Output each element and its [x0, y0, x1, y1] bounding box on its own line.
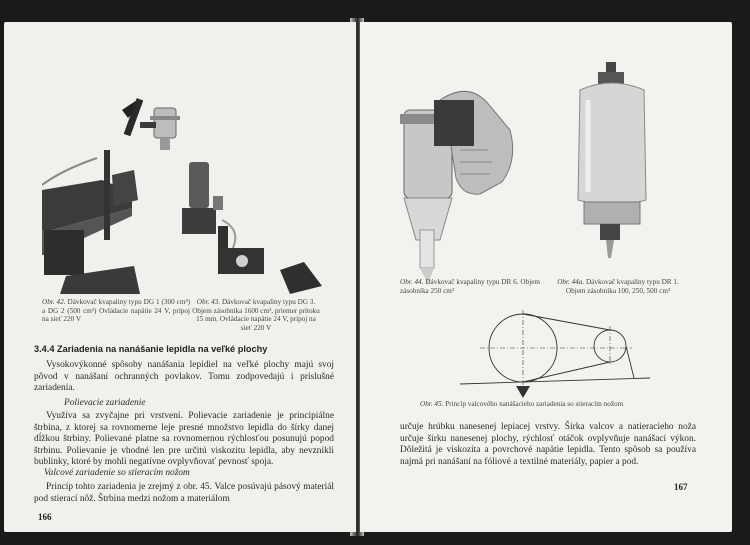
- caption-42-text: Dávkovač kvapaliny typu DG 1 (300 cm³) a DG 2 (500 cm³) Ovládacie napätie 24 V, prípoj na sieť 220 V: [42, 298, 190, 324]
- left-page: [4, 22, 356, 532]
- caption-44-label: Obr. 44.: [400, 278, 424, 286]
- subheading-polievacie: Polievacie zariadenie: [64, 398, 146, 408]
- paragraph-intro: Vysokovýkonné spôsoby nanášania lepidiel na veľké plochy majú svoj pôvod v nanášaní ochranných povlakov. Tomu zodpovedajú i príslušné zariadenia.: [34, 360, 334, 394]
- photo-dispenser-dr6: [390, 70, 530, 298]
- caption-44a-text: Dávkovač kvapaliny typu DR 1. Objem zásobníka 100, 250, 500 cm³: [565, 278, 679, 295]
- caption-43-text: Dávkovač kvapaliny typu DG 3. Objem zásobníka 1600 cm³, priemer prítoku 15 mm. Ovládacie napätie 24 V, prípoj na sieť 220 V: [192, 298, 320, 332]
- figure-caption-45: [420, 400, 710, 409]
- figure-caption-43: [192, 298, 320, 332]
- page-number-left: 166: [38, 512, 52, 522]
- page-number-right: 167: [674, 482, 688, 492]
- paragraph-continuation: určuje hrúbku nanesenej lepiacej vrstvy. Šírka valcov a natieracieho noža určuje šírku nanesenej plochy, rýchlosť otáčok ovplyvňuje nanášací výkon. Dôležitá je viskozita a povrchové napätie lepidla. Tento spôsob sa používa najmä pri nanášaní na fóliové a textilné materiály, papier a pod.: [400, 422, 696, 467]
- belt-bottom: [523, 362, 610, 382]
- knife-icon: [516, 386, 530, 398]
- diagram-roller-coater: [460, 306, 656, 398]
- right-page: [360, 22, 732, 532]
- paragraph-valcove: Princíp tohto zariadenia je zrejmý z obr. 45. Valce posúvajú pásový materiál pod stierací nôž. Štrbina medzi nožom a materiálom: [34, 482, 334, 504]
- figure-caption-44a: [548, 278, 688, 295]
- paragraph-polievacie: Využíva sa zvyčajne pri vrstvení. Polievacie zariadenie je principiálne štrbina, z ktorej sa rovnomerne leje presné množstvo lepidla do šírky danej dĺžkou štrbiny. Polievané platne sa rovnomernou rýchlosťou posunujú popod štrbinu. Polievanie je vhodné len pre určitú viskozitu lepidla, aby nevznikli bublinky, ktoré by mohli negatívne ovplyvňovať pevnosť spoja.: [34, 411, 334, 468]
- caption-44a-label: Obr. 44a.: [557, 278, 585, 286]
- subheading-valcove: Valcové zariadenie so stieracím nožom: [44, 468, 190, 478]
- caption-45-text: Princíp valcového nanášacieho zariadenia so stieracím nožom: [445, 400, 624, 408]
- caption-45-label: Obr. 45.: [420, 400, 444, 408]
- figure-caption-44: [400, 278, 540, 295]
- photo-dispenser-dr1: [566, 60, 658, 260]
- material-strip: [460, 378, 650, 384]
- photo-dispensers-dg: [42, 80, 342, 294]
- caption-44-text: Dávkovač kvapaliny typu DR 6. Objem zásobníka 250 cm³: [400, 278, 540, 295]
- caption-43-label: Obr. 43.: [196, 298, 221, 306]
- section-heading: 3.4.4 Zariadenia na nanášanie lepidla na veľké plochy: [34, 344, 268, 354]
- caption-42-label: Obr. 42.: [42, 298, 66, 306]
- figure-caption-42: [42, 298, 190, 324]
- belt-top: [523, 314, 610, 330]
